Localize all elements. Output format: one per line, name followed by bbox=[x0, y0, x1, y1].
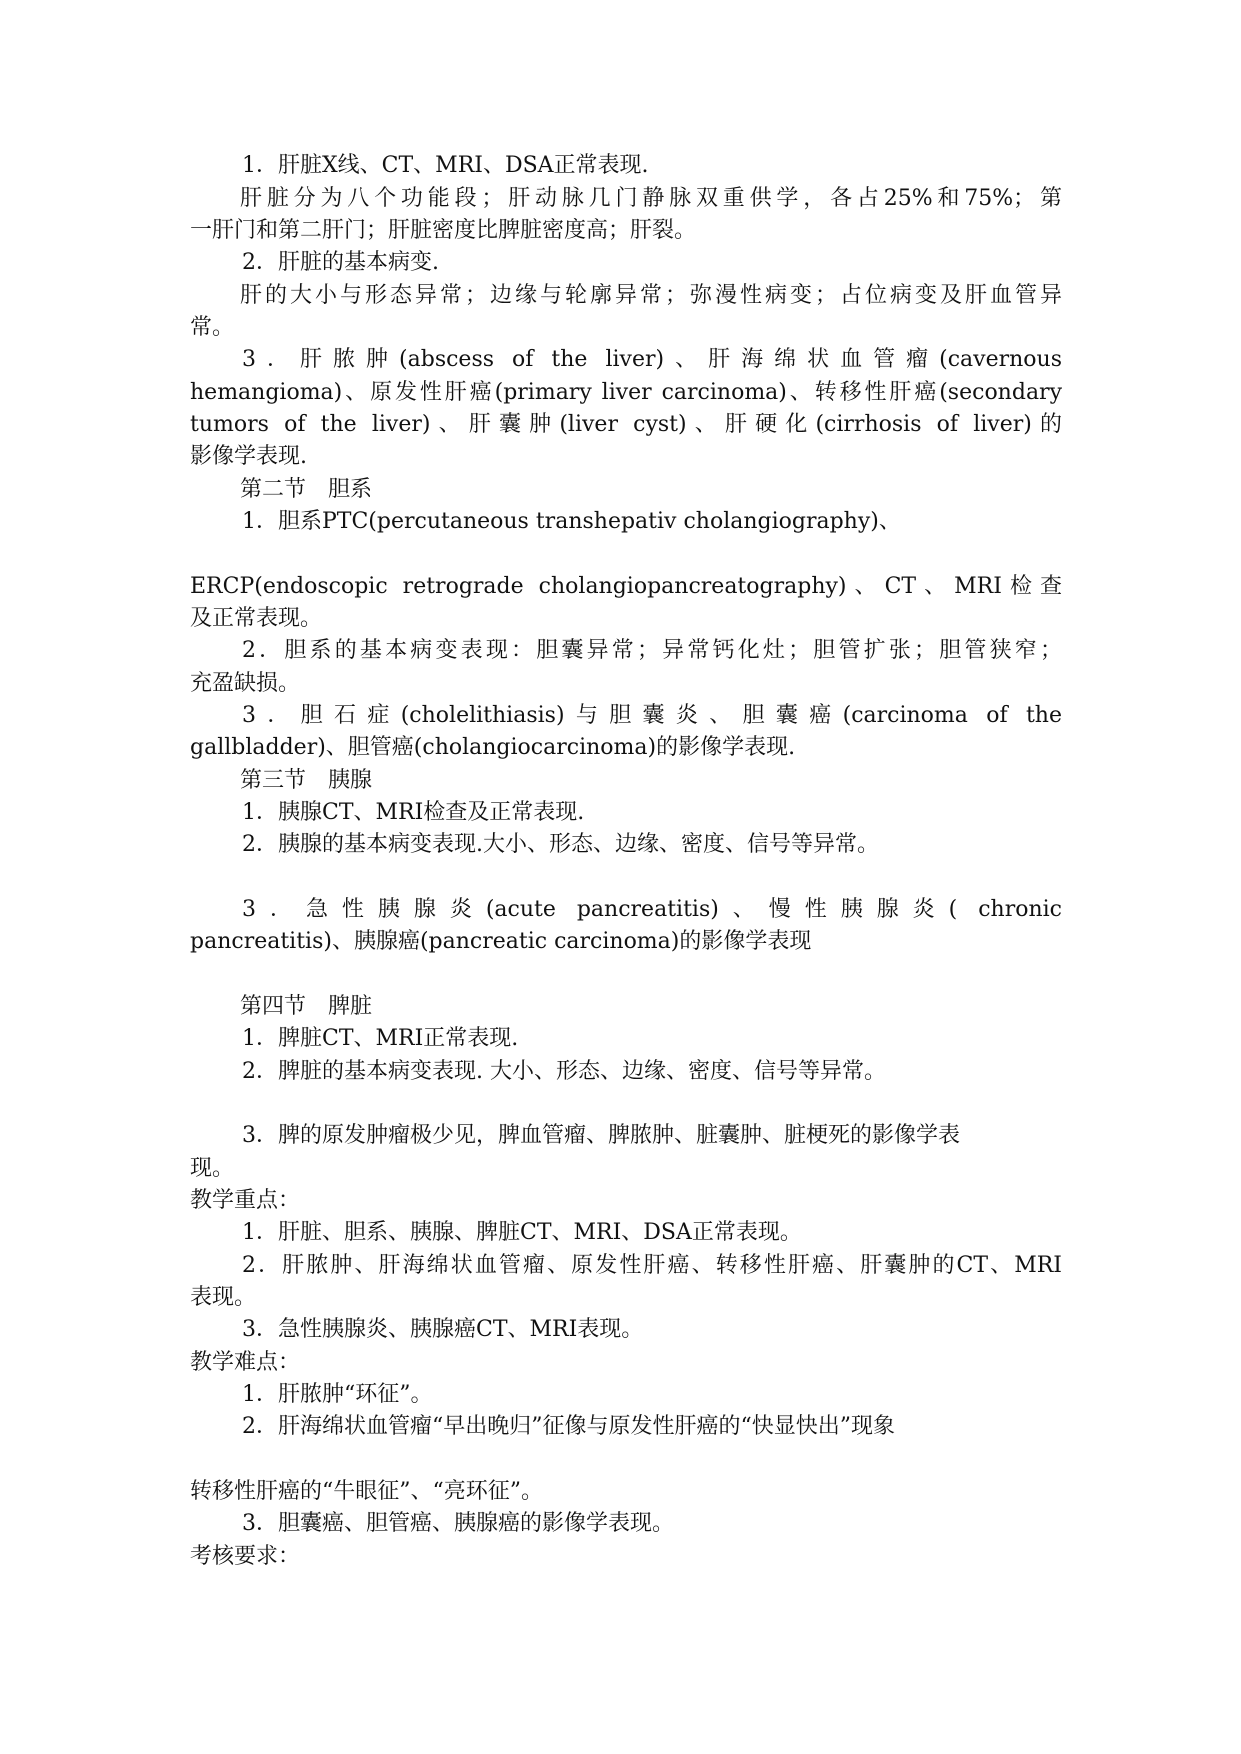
text-line: 2．胰腺的基本病变表现.大小、形态、边缘、密度、信号等异常。 bbox=[242, 832, 879, 857]
text-line: 1．肝脏、胆系、胰腺、脾脏CT、MRI、DSA正常表现。 bbox=[242, 1220, 802, 1245]
text-line: 现。 bbox=[190, 1156, 235, 1181]
text-line: tumors of the liver)、肝囊肿(liver cyst)、肝硬化(cirrhosis of liver)的 bbox=[190, 412, 1062, 437]
text-line: 表现。 bbox=[190, 1285, 257, 1310]
text-line: 3．肝脓肿(abscess of the liver)、肝海绵状血管瘤(cavernous bbox=[242, 347, 1062, 372]
text-line: 2．胆系的基本病变表现：胆囊异常；异常钙化灶；胆管扩张；胆管狭窄； bbox=[242, 638, 1062, 663]
text-line: 3．胆囊癌、胆管癌、胰腺癌的影像学表现。 bbox=[242, 1511, 674, 1536]
text-line: 肝脏分为八个功能段；肝动脉几门静脉双重供学，各占25%和75%；第 bbox=[240, 186, 1062, 211]
text-line: 1．肝脓肿“环征”。 bbox=[242, 1382, 433, 1407]
section-heading: 教学难点： bbox=[190, 1350, 301, 1375]
text-line: 2．脾脏的基本病变表现. 大小、形态、边缘、密度、信号等异常。 bbox=[242, 1059, 886, 1084]
text-line: 肝的大小与形态异常；边缘与轮廓异常；弥漫性病变；占位病变及肝血管异 bbox=[240, 283, 1062, 308]
text-line: hemangioma)、原发性肝癌(primary liver carcinoma)、转移性肝癌(secondary bbox=[190, 380, 1062, 405]
text-line: gallbladder)、胆管癌(cholangiocarcinoma)的影像学表现. bbox=[190, 735, 796, 760]
text-line: pancreatitis)、胰腺癌(pancreatic carcinoma)的影像学表现 bbox=[190, 929, 812, 954]
section-heading: 考核要求： bbox=[190, 1544, 301, 1569]
text-line: 1．肝脏X线、CT、MRI、DSA正常表现. bbox=[242, 153, 649, 178]
text-line: 1．脾脏CT、MRI正常表现. bbox=[242, 1026, 519, 1051]
text-line: 充盈缺损。 bbox=[190, 671, 301, 696]
text-line: 常。 bbox=[190, 315, 235, 340]
section-heading: 第四节 脾脏 bbox=[240, 994, 373, 1019]
text-line: 转移性肝癌的“牛眼征”、“亮环征”。 bbox=[190, 1479, 543, 1504]
text-line: 1．胰腺CT、MRI检查及正常表现. bbox=[242, 800, 585, 825]
text-line: 3．急性胰腺炎(acute pancreatitis)、慢性胰腺炎( chronic bbox=[242, 897, 1062, 922]
section-heading: 教学重点： bbox=[190, 1188, 301, 1213]
text-line: 及正常表现。 bbox=[190, 606, 323, 631]
text-line: 影像学表现. bbox=[190, 444, 307, 469]
text-line: 1．胆系PTC(percutaneous transhepativ cholangiography)、 bbox=[242, 509, 901, 534]
section-heading: 第二节 胆系 bbox=[240, 477, 373, 502]
text-line: ERCP(endoscopic retrograde cholangiopancreatography)、CT、MRI检查 bbox=[190, 574, 1062, 599]
text-line: 2．肝脏的基本病变. bbox=[242, 250, 439, 275]
text-line: 3．急性胰腺炎、胰腺癌CT、MRI表现。 bbox=[242, 1317, 644, 1342]
text-line: 3．胆石症(cholelithiasis)与胆囊炎、胆囊癌(carcinoma of the bbox=[242, 703, 1062, 728]
section-heading: 第三节 胰腺 bbox=[240, 768, 373, 793]
text-line: 2．肝脓肿、肝海绵状血管瘤、原发性肝癌、转移性肝癌、肝囊肿的CT、MRI bbox=[242, 1253, 1062, 1278]
text-line: 一肝门和第二肝门；肝脏密度比脾脏密度高；肝裂。 bbox=[190, 218, 697, 243]
text-line: 3．脾的原发肿瘤极少见，脾血管瘤、脾脓肿、脏囊肿、脏梗死的影像学表 bbox=[242, 1123, 960, 1148]
text-line: 2．肝海绵状血管瘤“早出晚归”征像与原发性肝癌的“快显快出”现象 bbox=[242, 1414, 895, 1439]
